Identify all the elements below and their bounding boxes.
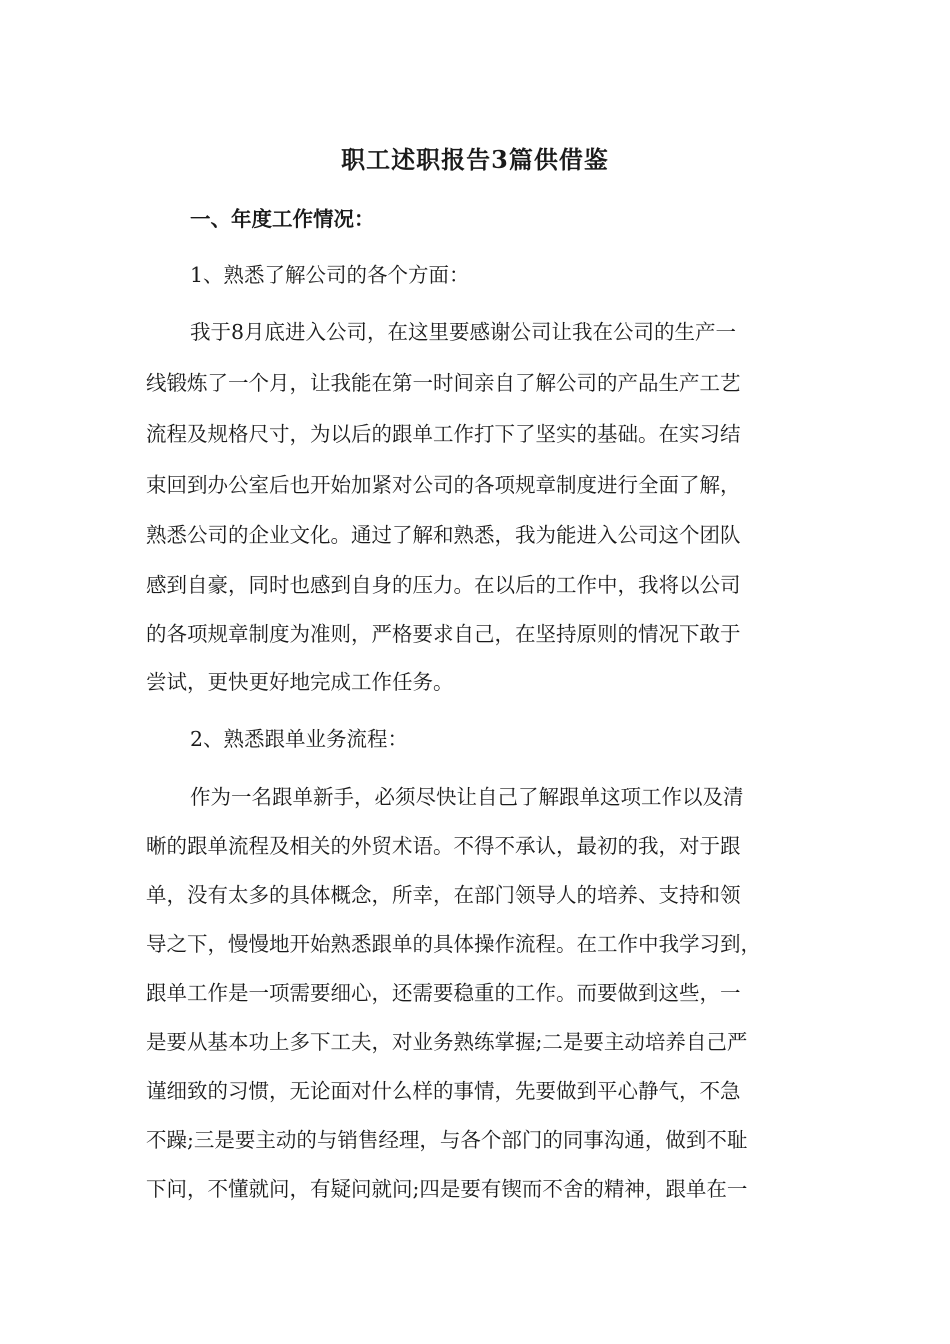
paragraph-line: 我于8月底进入公司，在这里要感谢公司让我在公司的生产一 — [190, 320, 737, 344]
subsection-heading: 1、熟悉了解公司的各个方面： — [190, 263, 470, 287]
paragraph-line: 的各项规章制度为准则，严格要求自己，在坚持原则的情况下敢于 — [146, 622, 741, 646]
paragraph-line: 谨细致的习惯，无论面对什么样的事情，先要做到平心静气，不急 — [146, 1079, 741, 1103]
subsection-heading: 2、熟悉跟单业务流程： — [190, 727, 409, 751]
paragraph-line: 流程及规格尺寸，为以后的跟单工作打下了坚实的基础。在实习结 — [146, 422, 741, 446]
document-title: 职工述职报告3篇供借鉴 — [341, 145, 609, 174]
paragraph-line: 作为一名跟单新手，必须尽快让自己了解跟单这项工作以及清 — [190, 785, 744, 809]
paragraph-line: 感到自豪，同时也感到自身的压力。在以后的工作中，我将以公司 — [146, 573, 741, 597]
paragraph-line: 尝试，更快更好地完成工作任务。 — [146, 670, 454, 694]
paragraph-line: 导之下，慢慢地开始熟悉跟单的具体操作流程。在工作中我学习到， — [146, 932, 761, 956]
section-heading: 一、年度工作情况： — [190, 207, 375, 231]
paragraph-line: 是要从基本功上多下工夫，对业务熟练掌握;二是要主动培养自己严 — [146, 1030, 748, 1054]
paragraph-line: 线锻炼了一个月，让我能在第一时间亲自了解公司的产品生产工艺 — [146, 371, 741, 395]
paragraph-line: 晰的跟单流程及相关的外贸术语。不得不承认，最初的我，对于跟 — [146, 834, 741, 858]
paragraph-line: 熟悉公司的企业文化。通过了解和熟悉，我为能进入公司这个团队 — [146, 523, 741, 547]
paragraph-line: 跟单工作是一项需要细心，还需要稳重的工作。而要做到这些，一 — [146, 981, 741, 1005]
paragraph-line: 单，没有太多的具体概念，所幸，在部门领导人的培养、支持和领 — [146, 883, 741, 907]
paragraph-line: 束回到办公室后也开始加紧对公司的各项规章制度进行全面了解， — [146, 473, 741, 497]
paragraph-line: 不躁;三是要主动的与销售经理，与各个部门的同事沟通，做到不耻 — [146, 1128, 748, 1152]
paragraph-line: 下问，不懂就问，有疑问就问;四是要有锲而不舍的精神，跟单在一 — [146, 1177, 748, 1201]
